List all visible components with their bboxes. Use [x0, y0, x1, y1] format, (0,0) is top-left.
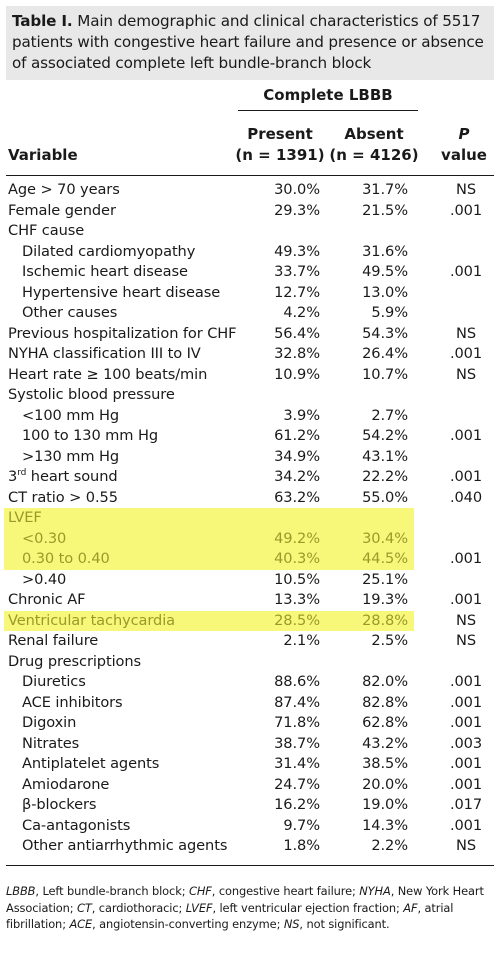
column-header-absent-n: (n = 4126) [329, 146, 419, 164]
cell-absent: 22.2% [362, 468, 408, 485]
column-header-p-value-word: value [441, 146, 487, 164]
cell-absent: 25.1% [362, 570, 408, 588]
table-row [0, 836, 500, 857]
row-label: Other causes [22, 304, 118, 321]
table-row [0, 734, 500, 755]
cell-absent: 21.5% [362, 201, 408, 219]
footnote-abbreviation: CHF [188, 884, 212, 898]
row-label: <100 mm Hg [22, 406, 120, 424]
header-rule [6, 175, 494, 176]
cell-absent: 31.7% [362, 181, 408, 198]
row-label: Antiplatelet agents [22, 755, 160, 772]
row-label: Drug prescriptions [8, 652, 142, 670]
table-row [0, 406, 500, 427]
row-label: Renal failure [8, 632, 99, 649]
cell-present: 88.6% [274, 673, 320, 690]
table-row [0, 611, 500, 632]
cell-absent: 19.3% [362, 591, 408, 608]
row-label: LVEF [8, 509, 42, 526]
cell-p-value: .001 [449, 714, 483, 731]
cell-absent: 20.0% [362, 775, 408, 793]
cell-absent: 49.5% [362, 263, 408, 280]
cell-absent: 28.8% [362, 611, 408, 629]
cell-present: 12.7% [274, 283, 320, 301]
row-label: Other antiarrhythmic agents [22, 837, 228, 854]
table-row [0, 631, 500, 652]
cell-p-value: .001 [449, 591, 483, 608]
cell-p-value: NS [456, 837, 476, 854]
table-footnote: LBBB, Left bundle-branch block; CHF, congestive heart failure; NYHA, New York Heart Association; CT, cardiothoracic; LVEF, left ventricular ejection fraction; AF, atrial fibrillation; ACE, angiotensin-converting enzyme; NS, not significant. [6, 884, 484, 931]
footnote-definition: atrial fibrillation [6, 900, 454, 931]
row-label: Nitrates [22, 734, 80, 752]
table-row [0, 590, 500, 611]
column-header-absent [326, 124, 422, 166]
footnote-definition: left ventricular ejection fraction [219, 900, 397, 915]
cell-present: 24.7% [274, 775, 320, 793]
table-bottom-rule [6, 865, 494, 866]
row-label: Diuretics [22, 673, 86, 690]
cell-present: 2.1% [283, 632, 320, 649]
row-label: Heart rate ≥ 100 beats/min [8, 365, 208, 383]
cell-absent: 26.4% [362, 345, 408, 362]
cell-present: 9.7% [283, 816, 320, 834]
cell-present: 49.3% [274, 242, 320, 260]
row-label: <0.30 [22, 529, 67, 547]
row-label: Age > 70 years [8, 181, 120, 198]
cell-absent: 44.5% [362, 550, 408, 567]
footnote-abbreviation: LVEF [185, 900, 213, 915]
table-row [0, 344, 500, 365]
table-row [0, 816, 500, 837]
cell-present: 61.2% [274, 427, 320, 444]
footnote-abbreviation: NS [283, 917, 300, 931]
row-label: 100 to 130 mm Hg [22, 427, 158, 444]
table-row [0, 201, 500, 222]
cell-present: 40.3% [274, 550, 320, 567]
row-label: Ca-antagonists [22, 816, 131, 834]
row-label: Chronic AF [8, 591, 86, 608]
cell-absent: 31.6% [362, 242, 408, 260]
row-label: 0.30 to 0.40 [22, 550, 110, 567]
row-label: 3rd heart sound [8, 468, 118, 485]
table-row [0, 754, 500, 775]
footnote-definition: not significant [306, 917, 387, 931]
cell-present: 34.9% [274, 447, 320, 465]
cell-p-value: .001 [449, 427, 483, 444]
footnote-abbreviation: AF [403, 900, 418, 915]
cell-absent: 62.8% [362, 714, 408, 731]
table-row [0, 775, 500, 796]
row-label: Female gender [8, 201, 116, 219]
cell-absent: 82.0% [362, 673, 408, 690]
cell-present: 87.4% [274, 693, 320, 711]
cell-present: 1.8% [283, 837, 320, 854]
footnote-abbreviation: CT [77, 900, 92, 915]
row-label: CT ratio > 0.55 [8, 488, 118, 506]
cell-p-value: .001 [449, 468, 483, 485]
column-header-present-title: Present [247, 125, 313, 143]
row-label: Ventricular tachycardia [8, 611, 176, 629]
cell-present: 10.5% [274, 570, 320, 588]
cell-p-value: .001 [449, 755, 483, 772]
cell-p-value: .001 [449, 775, 483, 793]
table-row [0, 529, 500, 550]
table-row [0, 303, 500, 324]
column-header-p-value [432, 124, 496, 166]
column-header-present-n: (n = 1391) [235, 146, 325, 164]
cell-p-value: .017 [449, 796, 483, 813]
row-label: ACE inhibitors [22, 693, 123, 711]
column-header-variable: Variable [8, 146, 78, 164]
table-row [0, 221, 500, 242]
table-row [0, 795, 500, 816]
cell-present: 16.2% [274, 796, 320, 813]
table-row [0, 242, 500, 263]
cell-p-value: .001 [449, 673, 483, 690]
footnote-abbreviation: ACE [69, 917, 93, 931]
group-header-rule [238, 110, 418, 111]
table-row [0, 549, 500, 570]
cell-absent: 38.5% [362, 755, 408, 772]
cell-p-value: .001 [449, 345, 483, 362]
row-label: >0.40 [22, 570, 67, 588]
cell-p-value: .040 [449, 488, 483, 506]
cell-absent: 30.4% [362, 529, 408, 547]
footnote-definition: cardiothoracic [98, 900, 179, 915]
footnote-abbreviation: LBBB [6, 884, 36, 898]
table-row [0, 672, 500, 693]
table-row [0, 180, 500, 201]
cell-present: 32.8% [274, 345, 320, 362]
row-label: Digoxin [22, 714, 77, 731]
cell-absent: 14.3% [362, 816, 408, 834]
table-row [0, 570, 500, 591]
cell-absent: 10.7% [362, 365, 408, 383]
cell-absent: 2.2% [371, 837, 408, 854]
cell-p-value: NS [456, 365, 476, 383]
table-row [0, 713, 500, 734]
caption-text: Main demographic and clinical characteristics of 5517 patients with congestive heart failure and presence or absence of associated complete left bundle-branch block [12, 12, 484, 72]
group-header-complete-lbbb: Complete LBBB [263, 86, 393, 104]
footnote-definition: congestive heart failure [218, 884, 352, 898]
cell-absent: 19.0% [362, 796, 408, 813]
cell-present: 71.8% [274, 714, 320, 731]
row-label: NYHA classification III to IV [8, 345, 201, 362]
cell-present: 10.9% [274, 365, 320, 383]
table-row [0, 365, 500, 386]
column-header-present [232, 124, 328, 166]
cell-absent: 54.3% [362, 324, 408, 342]
cell-present: 13.3% [274, 591, 320, 608]
cell-p-value: NS [456, 611, 476, 629]
cell-present: 3.9% [283, 406, 320, 424]
cell-p-value: .003 [449, 734, 483, 752]
cell-absent: 54.2% [362, 427, 408, 444]
cell-absent: 82.8% [362, 693, 408, 711]
cell-absent: 2.7% [371, 406, 408, 424]
cell-present: 63.2% [274, 488, 320, 506]
table-row [0, 426, 500, 447]
footnote-definition: New York Heart Association [6, 884, 484, 915]
cell-p-value: NS [456, 324, 476, 342]
row-label: Systolic blood pressure [8, 386, 175, 403]
cell-p-value: NS [456, 632, 476, 649]
cell-p-value: .001 [449, 693, 483, 711]
table-row [0, 324, 500, 345]
cell-present: 31.4% [274, 755, 320, 772]
cell-present: 30.0% [274, 181, 320, 198]
cell-present: 33.7% [274, 263, 320, 280]
table-row [0, 467, 500, 488]
cell-p-value: .001 [449, 550, 483, 567]
table-row [0, 385, 500, 406]
cell-p-value: .001 [449, 201, 483, 219]
table-row [0, 283, 500, 304]
row-label: Previous hospitalization for CHF [8, 324, 237, 342]
table-caption [6, 6, 494, 80]
cell-absent: 5.9% [371, 304, 408, 321]
table-row [0, 447, 500, 468]
table-row [0, 262, 500, 283]
cell-absent: 2.5% [371, 632, 408, 649]
row-label: β-blockers [22, 796, 97, 813]
row-label: Hypertensive heart disease [22, 283, 221, 301]
table-row [0, 488, 500, 509]
row-label: >130 mm Hg [22, 447, 120, 465]
table-row [0, 508, 500, 529]
row-label: Dilated cardiomyopathy [22, 242, 196, 260]
cell-absent: 13.0% [362, 283, 408, 301]
cell-p-value: .001 [449, 263, 483, 280]
table-label: Table I. [12, 12, 73, 30]
table-row [0, 693, 500, 714]
cell-absent: 55.0% [362, 488, 408, 506]
row-label: Amiodarone [22, 775, 110, 793]
footnote-abbreviation: NYHA [359, 884, 391, 898]
cell-present: 38.7% [274, 734, 320, 752]
cell-p-value: .001 [449, 816, 483, 834]
row-label: Ischemic heart disease [22, 263, 188, 280]
table-row [0, 652, 500, 673]
cell-absent: 43.1% [362, 447, 408, 465]
footnote-definition: Left bundle-branch block [42, 884, 182, 898]
cell-p-value: NS [456, 181, 476, 198]
cell-absent: 43.2% [362, 734, 408, 752]
cell-present: 29.3% [274, 201, 320, 219]
column-header-p-title: P [458, 125, 470, 143]
cell-present: 56.4% [274, 324, 320, 342]
footnote-definition: angiotensin-converting enzyme [99, 917, 277, 931]
cell-present: 49.2% [274, 529, 320, 547]
column-header-absent-title: Absent [344, 125, 404, 143]
table-body [0, 180, 500, 857]
cell-present: 34.2% [274, 468, 320, 485]
row-label: CHF cause [8, 222, 85, 239]
cell-present: 28.5% [274, 611, 320, 629]
cell-present: 4.2% [283, 304, 320, 321]
